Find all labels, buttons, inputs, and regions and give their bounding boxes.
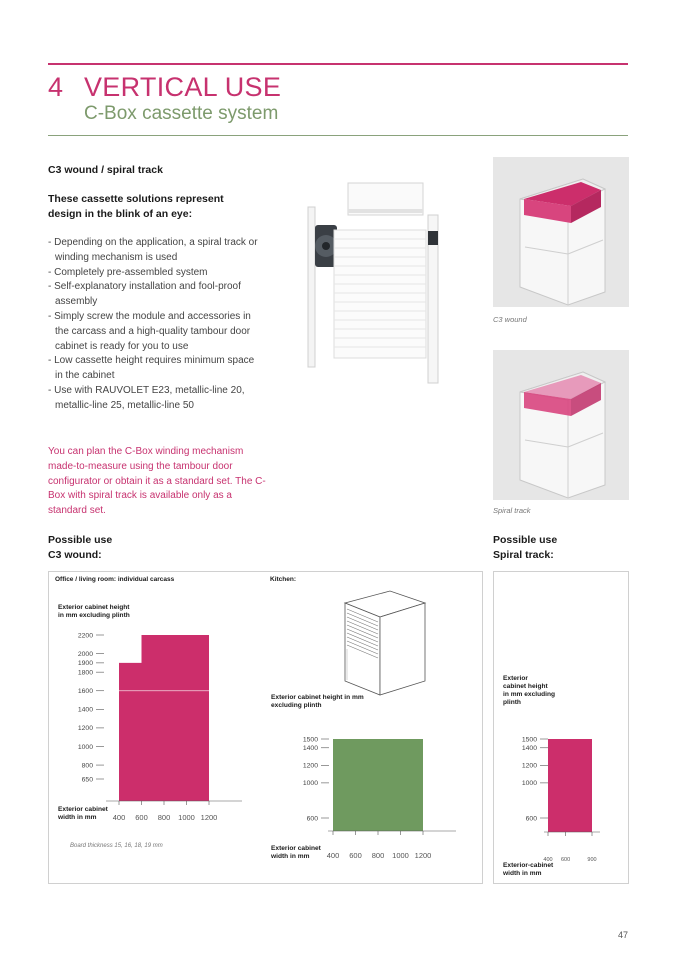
y-tick-label: 600: [525, 815, 537, 823]
x-tick-label: 400: [543, 857, 553, 863]
chapter-subtitle: C-Box cassette system: [84, 103, 279, 124]
x-axis-label: Exterior cabinet: [271, 845, 321, 852]
x-axis-label: width in mm: [271, 853, 310, 860]
section-heading: C3 wound / spiral track: [48, 164, 163, 176]
y-tick-label: 650: [81, 776, 93, 784]
office-height-chart: [54, 600, 259, 835]
y-tick-label: 1200: [521, 762, 537, 770]
x-tick-label: 600: [561, 857, 571, 863]
y-tick-label: 1200: [77, 725, 93, 733]
page-number: 47: [617, 930, 628, 940]
x-tick-label: 800: [371, 851, 385, 860]
c3-wound-caption: C3 wound: [493, 315, 527, 324]
possible-use-label: Possible use: [493, 534, 558, 546]
x-tick-label: 600: [349, 851, 362, 860]
x-axis-label: width in mm: [503, 870, 542, 877]
spiral-height-chart: [500, 672, 625, 882]
chart-bar: [142, 635, 210, 801]
chapter-title: VERTICAL USE: [84, 72, 282, 102]
configurator-note: You can plan the C-Box winding mechanism made-to-measure using the tambour door configurator or obtain it as a standard set. The C-Box with spiral track is available only as a standard set.: [48, 446, 266, 517]
y-tick-label: 1200: [302, 762, 318, 770]
kitchen-height-chart: [268, 690, 473, 870]
x-tick-label: 800: [157, 813, 171, 822]
y-tick-label: 600: [306, 815, 318, 823]
y-axis-label: Exterior: [503, 675, 528, 682]
office-label: Office / living room: individual carcass: [55, 576, 175, 583]
x-tick-label: 600: [135, 813, 148, 822]
y-axis-label: Exterior cabinet height: [58, 604, 130, 611]
y-tick-label: 1500: [521, 736, 537, 744]
y-axis-label: excluding plinth: [271, 702, 322, 709]
y-tick-label: 1000: [302, 780, 318, 788]
y-tick-label: 800: [81, 762, 93, 770]
possible-use-spiral-heading: [493, 533, 557, 563]
x-tick-label: 1000: [392, 851, 409, 860]
y-axis-label: cabinet height: [503, 683, 548, 690]
x-axis-label: Exterior cabinet: [58, 806, 108, 813]
list-item: - Low cassette height requires minimum space in the cabinet: [48, 355, 255, 382]
y-tick-label: 1800: [77, 669, 93, 677]
list-item: - Completely pre-assembled system: [48, 266, 208, 278]
y-tick-label: 1000: [77, 743, 93, 751]
y-axis-label: in mm excluding: [503, 691, 556, 698]
spiral-track-image: [493, 350, 629, 500]
y-tick-label: 1400: [302, 745, 318, 753]
cbox-exploded-illustration: [300, 175, 450, 390]
spiral-track-caption: Spiral track: [493, 506, 531, 515]
x-tick-label: 1200: [414, 851, 432, 860]
y-axis-label: in mm excluding plinth: [58, 612, 130, 619]
lead-text: These cassette solutions represent design in the blink of an eye:: [48, 193, 224, 220]
chapter-number: 4: [48, 72, 64, 102]
y-tick-label: 2200: [77, 632, 93, 640]
c3-wound-image: [493, 157, 629, 307]
spiral-track-label: Spiral track:: [493, 549, 554, 561]
list-item: - Use with RAUVOLET E23, metallic-line 20, metallic-line 25, metallic-line 50: [48, 384, 245, 411]
feature-list: [48, 236, 263, 414]
x-axis-label: Exterior-cabinet: [503, 862, 554, 869]
header-bottom-rule: [48, 135, 628, 136]
y-axis-label: plinth: [503, 699, 521, 706]
chart-bar: [119, 663, 142, 801]
list-item: - Depending on the application, a spiral track or winding mechanism is used: [48, 237, 258, 263]
y-axis-label: Exterior cabinet height in mm: [271, 694, 364, 701]
kitchen-cabinet-drawing: [335, 585, 435, 700]
possible-use-c3-heading: [48, 533, 112, 563]
kitchen-label: Kitchen:: [270, 576, 296, 583]
chart-bar: [333, 739, 423, 831]
x-tick-label: 1000: [178, 813, 195, 822]
chart-bar: [548, 739, 592, 832]
x-tick-label: 400: [112, 813, 126, 822]
header-top-rule: [48, 63, 628, 65]
x-axis-label: width in mm: [58, 814, 97, 821]
y-tick-label: 1400: [77, 706, 93, 714]
y-tick-label: 1900: [77, 660, 93, 668]
y-tick-label: 2000: [77, 650, 93, 658]
possible-use-label: Possible use: [48, 534, 113, 546]
x-tick-label: 1200: [200, 813, 218, 822]
y-tick-label: 1600: [77, 688, 93, 696]
board-thickness-note: Board thickness 15, 16, 18, 19 mm: [70, 843, 163, 849]
y-tick-label: 1500: [302, 736, 318, 744]
x-tick-label: 400: [326, 851, 340, 860]
x-tick-label: 900: [587, 857, 597, 863]
y-tick-label: 1000: [521, 780, 537, 788]
list-item: - Self-explanatory installation and fool-proof assembly: [48, 281, 241, 308]
y-tick-label: 1400: [521, 745, 537, 753]
c3-wound-label: C3 wound:: [48, 549, 102, 561]
list-item: - Simply screw the module and accessories in the carcass and a high-quality tambour door cabinet is ready for you to use: [48, 310, 251, 352]
